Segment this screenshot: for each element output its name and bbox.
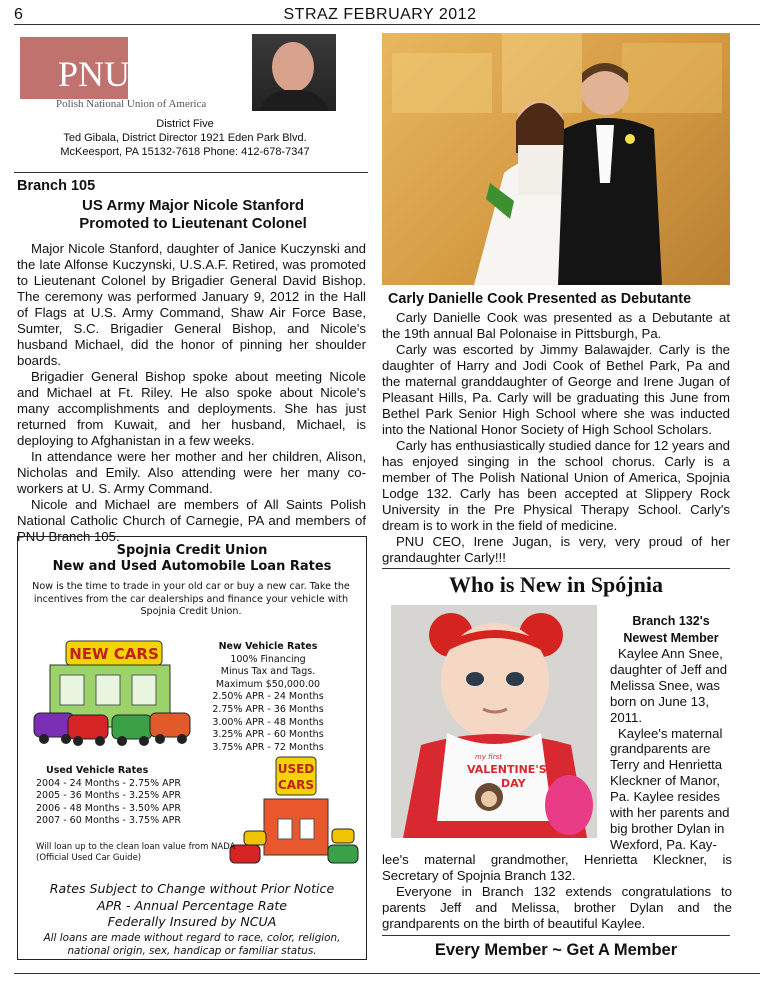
footer-rule	[382, 935, 730, 936]
used-vehicle-rates: Used Vehicle Rates 2004 - 24 Months - 2.75% APR 2005 - 36 Months - 3.25% APR 2006 - 48 Months - 3.50% APR 2007 - 60 Months - 3.75% APR	[36, 765, 181, 827]
branch-label: Branch 105	[17, 178, 96, 194]
newest-member-heading: Branch 132's Newest Member	[623, 614, 719, 645]
credit-union-ad	[17, 536, 367, 960]
article-paragraph: Brigadier General Bishop spoke about meeting Nicole and Michael at Ft. Riley. He also spoke about Nicole's many accomplishments and deployments. She has just returned from Kuwait, and her husband, Michael, is deploying to Afghanistan in a few weeks.	[17, 369, 366, 448]
pnu-logo-tagline: Polish National Union of America	[56, 98, 207, 110]
ad-intro: Now is the time to trade in your old car or buy a new car. Take the incentives from the car dealerships and finance your vehicle with Spojnia Credit Union.	[32, 581, 350, 617]
who-is-new-heading: Who is New in Spójnia	[449, 572, 663, 597]
article-body	[17, 241, 366, 545]
ad-legal-notice: All loans are made without regard to race, color, religion, national origin, sex, handicap or familiar status.	[43, 932, 341, 957]
new-cars-illustration	[32, 635, 202, 759]
section-rule	[382, 568, 730, 569]
bib-text-line1: my first	[475, 753, 502, 761]
footer-slogan: Every Member ~ Get A Member	[434, 941, 678, 959]
article-paragraph: Nicole and Michael are members of All Saints Polish National Catholic Church of Carnegie, PA and members of PNU Branch 105.	[17, 497, 366, 544]
article-paragraph: Carly Danielle Cook was presented as a Debutante at the 19th annual Bal Polonaise in Pittsburgh, Pa.	[382, 310, 730, 341]
newest-member-article-continued: lee's maternal grandmother, Henrietta Kleckner, is Secretary of Spojnia Branch 132. Everyone in Branch 132 extends congratulations to parents Jeff and Melissa, brother Dylan and the grandparents on the birth of beautiful Kaylee.	[382, 852, 732, 931]
ad-subtitle: New and Used Automobile Loan Rates	[52, 559, 332, 574]
page-number: 6	[14, 6, 23, 23]
baby-photo	[391, 605, 597, 838]
debutante-photo	[382, 33, 730, 285]
ad-fine-print: Will loan up to the clean loan value from NADA (Official Used Car Guide)	[36, 842, 236, 863]
bib-text-line2: VALENTINE'S	[467, 763, 547, 776]
district-director-photo	[252, 34, 336, 111]
article-headline: US Army Major Nicole Stanford Promoted to Lieutenant Colonel	[79, 197, 307, 232]
article-paragraph: PNU CEO, Irene Jugan, is very, very proud of her grandaughter Carly!!!	[382, 534, 730, 565]
district-director: Ted Gibala, District Director 1921 Eden Park Blvd.	[63, 132, 307, 144]
used-cars-sign-line1: USED	[277, 762, 315, 776]
ad-disclaimers: Rates Subject to Change without Prior Notice APR - Annual Percentage Rate Federally Insured by NCUA	[49, 881, 335, 929]
new-vehicle-rates: New Vehicle Rates 100% Financing Minus Tax and Tags. Maximum $50,000.00 2.50% APR - 24 Months 2.75% APR - 36 Months 3.00% APR - 48 Months 3.25% APR - 60 Months 3.75% APR - 72 Months	[212, 641, 324, 753]
debutante-article	[382, 310, 730, 566]
article-paragraph: Carly has enthusiastically studied dance for 12 years and has enjoyed singing in the school chorus. Carly is a member of The Polish National Union of America, Spojnia Lodge 132. Carly has been accepted at Slippery Rock University in the Pre Physical Therapy School. Carly's dream is to work in the field of medicine.	[382, 438, 730, 533]
header-rule	[14, 24, 760, 25]
district-title: District Five	[156, 118, 214, 130]
debutante-headline: Carly Danielle Cook Presented as Debutante	[388, 291, 692, 307]
masthead: STRAZ FEBRUARY 2012	[283, 6, 477, 23]
newest-member-article: Kaylee Ann Snee, daughter of Jeff and Melissa Snee, was born on June 13, 2011. Kaylee's maternal grandparents are Terry and Henrietta Kleckner of Manor, Pa. Kaylee resides with her parents and big brother Dylan in Wexford, Pa. Kay-	[610, 646, 730, 852]
article-paragraph: In attendance were her mother and her children, Alison, Nicholas and Emily. Also attending were her many co-workers at U. S. Army Command.	[17, 449, 366, 496]
page-bottom-rule	[14, 973, 760, 974]
article-paragraph: Major Nicole Stanford, daughter of Janice Kuczynski and the late Alfonse Kuczynski, U.S.A.F. Retired, was promoted to Lieutenant Colonel by Brigadier General David Bishop. The ceremony was performed January 9, 2012 in the Hall of Flags at U.S. Army Command, Shaw Air Force Base, Sumter, S.C. Brigadier General Bishop, and Nicole's husband Michael, did the honor of pinning her shoulder boards.	[17, 241, 366, 368]
column-rule	[14, 172, 368, 173]
used-cars-sign-line2: CARS	[278, 778, 314, 792]
ad-title: Spojnia Credit Union	[116, 543, 268, 558]
new-cars-sign: NEW CARS	[69, 645, 159, 663]
pnu-logo: PNU	[20, 37, 128, 99]
district-address: McKeesport, PA 15132-7618 Phone: 412-678-7347	[60, 146, 310, 158]
article-paragraph: Carly was escorted by Jimmy Balawajder. Carly is the daughter of Harry and Jodi Cook of Bethel Park, Pa and the maternal granddaughter of George and Irene Jugan of Pleasant Hills, Pa. Carly will be graduating this June from Bethel Park Senior High School where she was inducted into the National Honor Society of High School Scholars.	[382, 342, 730, 437]
bib-text-line3: DAY	[501, 777, 526, 790]
